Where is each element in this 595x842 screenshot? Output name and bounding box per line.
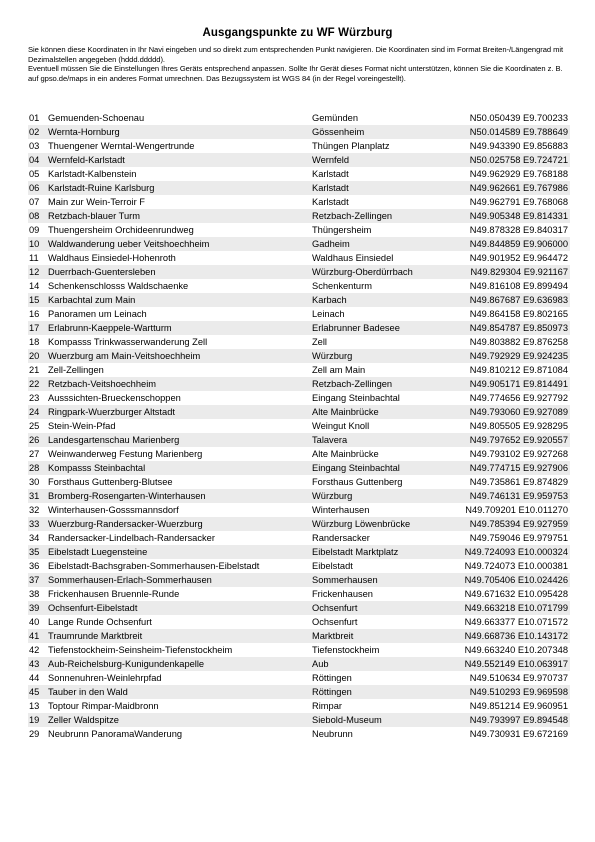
entry-number: 17: [29, 323, 40, 333]
entry-number: 23: [29, 393, 40, 403]
entry-number: 10: [29, 239, 40, 249]
entry-place: Marktbreit: [312, 631, 354, 641]
list-item: [28, 685, 570, 699]
entry-name: Wernfeld-Karlstadt: [48, 155, 125, 165]
entry-coordinates: N49.797652 E9.920557: [469, 435, 568, 445]
entry-coordinates: N49.867687 E9.636983: [469, 295, 568, 305]
entry-coordinates: N49.724093 E10.000324: [464, 547, 568, 557]
entry-name: Duerrbach-Guentersleben: [48, 267, 156, 277]
entry-number: 13: [29, 701, 40, 711]
entry-coordinates: N49.793102 E9.927268: [469, 449, 568, 459]
entry-name: Randersacker-Lindelbach-Randersacker: [48, 533, 215, 543]
entry-place: Alte Mainbrücke: [312, 407, 379, 417]
entry-coordinates: N49.943390 E9.856883: [469, 141, 568, 151]
list-item: [28, 461, 570, 475]
list-item: [28, 559, 570, 573]
entry-name: Erlabrunn-Kaeppele-Wartturm: [48, 323, 172, 333]
entry-place: Zell: [312, 337, 327, 347]
entry-coordinates: N49.878328 E9.840317: [469, 225, 568, 235]
entry-place: Alte Mainbrücke: [312, 449, 379, 459]
entry-coordinates: N50.050439 E9.700233: [469, 113, 568, 123]
entry-coordinates: N49.663377 E10.071572: [464, 617, 568, 627]
entry-name: Weinwanderweg Festung Marienberg: [48, 449, 203, 459]
list-item: [28, 545, 570, 559]
list-item: [28, 181, 570, 195]
entry-place: Eibelstadt: [312, 561, 353, 571]
entry-name: Karlstadt-Kalbenstein: [48, 169, 137, 179]
list-item: [28, 195, 570, 209]
entry-name: Toptour Rimpar-Maidbronn: [48, 701, 159, 711]
entry-number: 30: [29, 477, 40, 487]
list-item: [28, 727, 570, 741]
entry-place: Ochsenfurt: [312, 617, 358, 627]
entry-name: Ochsenfurt-Eibelstadt: [48, 603, 138, 613]
entry-place: Karlstadt: [312, 183, 349, 193]
entry-name: Retzbach-blauer Turm: [48, 211, 140, 221]
entry-coordinates: N49.746131 E9.959753: [469, 491, 568, 501]
entry-number: 11: [29, 253, 39, 263]
entry-place: Retzbach-Zellingen: [312, 379, 393, 389]
entry-place: Weingut Knoll: [312, 421, 370, 431]
entry-place: Eibelstadt Marktplatz: [312, 547, 399, 557]
entry-number: 03: [29, 141, 40, 151]
entry-name: Eibelstadt-Bachsgraben-Sommerhausen-Eibelstadt: [48, 561, 260, 571]
entry-number: 39: [29, 603, 40, 613]
entry-name: Sommerhausen-Erlach-Sommerhausen: [48, 575, 212, 585]
entry-coordinates: N49.510634 E9.970737: [469, 673, 568, 683]
entry-coordinates: N49.962791 E9.768068: [469, 197, 568, 207]
entry-number: 27: [29, 449, 40, 459]
entry-coordinates: N49.864158 E9.802165: [469, 309, 568, 319]
entry-number: 07: [29, 197, 40, 207]
entry-name: Wernta-Hornburg: [48, 127, 120, 137]
entry-coordinates: N49.759046 E9.979751: [469, 533, 568, 543]
entry-place: Gadheim: [312, 239, 350, 249]
entry-place: Würzburg Löwenbrücke: [312, 519, 411, 529]
entry-place: Gössenheim: [312, 127, 365, 137]
list-item: [28, 293, 570, 307]
entry-coordinates: N49.552149 E10.063917: [464, 659, 568, 669]
list-item: [28, 699, 570, 713]
list-item: [28, 531, 570, 545]
list-item: [28, 643, 570, 657]
entry-place: Schenkenturm: [312, 281, 372, 291]
entry-name: Ausssichten-Brueckenschoppen: [48, 393, 181, 403]
entry-coordinates: N49.805505 E9.928295: [469, 421, 568, 431]
list-item: [28, 265, 570, 279]
entry-coordinates: N49.774656 E9.927792: [469, 393, 568, 403]
entry-name: Sonnenuhren-Weinlehrpfad: [48, 673, 162, 683]
entry-place: Thüngersheim: [312, 225, 372, 235]
entry-coordinates: N49.816108 E9.899494: [469, 281, 568, 291]
entry-coordinates: N49.774715 E9.927906: [469, 463, 568, 473]
entry-number: 43: [29, 659, 40, 669]
entry-coordinates: N49.854787 E9.850973: [469, 323, 568, 333]
entry-place: Frickenhausen: [312, 589, 373, 599]
entry-coordinates: N49.803882 E9.876258: [469, 337, 568, 347]
entry-number: 02: [29, 127, 40, 137]
list-item: [28, 615, 570, 629]
entry-number: 12: [29, 267, 40, 277]
entry-coordinates: N49.705406 E10.024426: [464, 575, 568, 585]
entry-number: 32: [29, 505, 40, 515]
entry-name: Traumrunde Marktbreit: [48, 631, 143, 641]
entry-name: Neubrunn PanoramaWanderung: [48, 729, 183, 739]
list-item: [28, 475, 570, 489]
entry-place: Retzbach-Zellingen: [312, 211, 393, 221]
entry-name: Karlstadt-Ruine Karlsburg: [48, 183, 155, 193]
entry-number: 22: [29, 379, 40, 389]
entry-number: 37: [29, 575, 40, 585]
entry-name: Kompasss Trinkwasserwanderung Zell: [48, 337, 208, 347]
entry-name: Schenkenschlosss Waldschaenke: [48, 281, 189, 291]
entry-name: Ringpark-Wuerzburger Altstadt: [48, 407, 175, 417]
list-item: [28, 573, 570, 587]
entry-number: 04: [29, 155, 40, 165]
entry-number: 24: [29, 407, 40, 417]
list-item: [28, 657, 570, 671]
entry-number: 25: [29, 421, 40, 431]
entry-name: Retzbach-Veitshoechheim: [48, 379, 157, 389]
list-item: [28, 125, 570, 139]
entry-coordinates: N49.663240 E10.207348: [464, 645, 568, 655]
entry-coordinates: N49.709201 E10.011270: [465, 505, 568, 515]
entry-coordinates: N49.730931 E9.672169: [469, 729, 568, 739]
entry-coordinates: N49.851214 E9.960951: [469, 701, 568, 711]
entry-number: 44: [29, 673, 40, 683]
entry-place: Siebold-Museum: [312, 715, 382, 725]
list-item: [28, 251, 570, 265]
entry-name: Waldhaus Einsiedel-Hohenroth: [48, 253, 176, 263]
entry-number: 08: [29, 211, 40, 221]
entry-coordinates: N50.014589 E9.788649: [469, 127, 568, 137]
list-item: [28, 433, 570, 447]
entry-number: 16: [29, 309, 40, 319]
entry-number: 31: [29, 491, 40, 501]
list-item: [28, 153, 570, 167]
entry-name: Tauber in den Wald: [48, 687, 128, 697]
entry-name: Tiefenstockheim-Seinsheim-Tiefenstockheim: [48, 645, 233, 655]
entry-name: Eibelstadt Luegensteine: [48, 547, 148, 557]
entry-coordinates: N49.962661 E9.767986: [469, 183, 568, 193]
entry-number: 36: [29, 561, 40, 571]
entry-place: Sommerhausen: [312, 575, 378, 585]
entry-place: Würzburg: [312, 351, 353, 361]
list-item: [28, 307, 570, 321]
entry-number: 33: [29, 519, 40, 529]
entry-place: Randersacker: [312, 533, 370, 543]
list-item: [28, 601, 570, 615]
entry-name: Forsthaus Guttenberg-Blutsee: [48, 477, 173, 487]
list-item: [28, 335, 570, 349]
entry-number: 41: [29, 631, 40, 641]
entry-number: 15: [29, 295, 40, 305]
entry-number: 38: [29, 589, 40, 599]
entry-coordinates: N49.510293 E9.969598: [469, 687, 568, 697]
entry-place: Tiefenstockheim: [312, 645, 380, 655]
list-item: [28, 419, 570, 433]
entry-place: Würzburg: [312, 491, 353, 501]
intro-paragraph-2: Eventuell müssen Sie die Einstellungen Ihres Geräts entsprechend anpassen. Sollte Ihr Gerät dieses Format nicht unterstützen, können Sie die Koordinaten z. B. auf gpso.de/maps in ein anderes Format umrechnen. Das Bezugssystem ist WGS 84 (in der Regel voreingestellt).: [28, 64, 563, 83]
entry-name: Waldwanderung ueber Veitshoechheim: [48, 239, 210, 249]
entry-name: Panoramen um Leinach: [48, 309, 147, 319]
list-item: [28, 111, 570, 125]
page-title: Ausgangspunkte zu WF Würzburg: [202, 27, 393, 39]
entry-name: Winterhausen-Gosssmannsdorf: [48, 505, 179, 515]
list-item: [28, 237, 570, 251]
entry-place: Eingang Steinbachtal: [312, 393, 400, 403]
entry-number: 28: [29, 463, 40, 473]
entry-place: Leinach: [312, 309, 345, 319]
list-item: [28, 321, 570, 335]
entry-place: Forsthaus Guttenberg: [312, 477, 403, 487]
entry-place: Karlstadt: [312, 169, 349, 179]
entry-coordinates: N49.793997 E9.894548: [469, 715, 568, 725]
entry-place: Aub: [312, 659, 329, 669]
list-item: [28, 405, 570, 419]
list-item: [28, 503, 570, 517]
entry-place: Eingang Steinbachtal: [312, 463, 400, 473]
entry-name: Zeller Waldspitze: [48, 715, 119, 725]
entry-coordinates: N49.905348 E9.814331: [469, 211, 568, 221]
entry-name: Main zur Wein-Terroir F: [48, 197, 145, 207]
list-item: [28, 629, 570, 643]
entry-coordinates: N49.663218 E10.071799: [464, 603, 568, 613]
entry-coordinates: N49.810212 E9.871084: [469, 365, 568, 375]
entry-name: Wuerzburg am Main-Veitshoechheim: [48, 351, 201, 361]
entry-place: Ochsenfurt: [312, 603, 358, 613]
entry-place: Waldhaus Einsiedel: [312, 253, 394, 263]
list-item: [28, 363, 570, 377]
entry-number: 26: [29, 435, 40, 445]
entry-coordinates: N49.671632 E10.095428: [464, 589, 568, 599]
entry-coordinates: N49.829304 E9.921167: [470, 267, 568, 277]
list-item: [28, 489, 570, 503]
entry-place: Wernfeld: [312, 155, 350, 165]
entry-name: Bromberg-Rosengarten-Winterhausen: [48, 491, 206, 501]
entry-name: Kompasss Steinbachtal: [48, 463, 146, 473]
entry-place: Karbach: [312, 295, 347, 305]
list-item: [28, 671, 570, 685]
list-item: [28, 349, 570, 363]
entry-coordinates: N49.901952 E9.964472: [469, 253, 568, 263]
entry-name: Landesgartenschau Marienberg: [48, 435, 180, 445]
entry-coordinates: N50.025758 E9.724721: [469, 155, 568, 165]
entry-number: 35: [29, 547, 40, 557]
list-item: [28, 223, 570, 237]
entry-coordinates: N49.724073 E10.000381: [464, 561, 568, 571]
entry-name: Wuerzburg-Randersacker-Wuerzburg: [48, 519, 203, 529]
entry-number: 06: [29, 183, 40, 193]
entry-coordinates: N49.793060 E9.927089: [469, 407, 568, 417]
entry-coordinates: N49.962929 E9.768188: [469, 169, 568, 179]
entry-place: Gemünden: [312, 113, 358, 123]
list-item: [28, 279, 570, 293]
entry-place: Talavera: [312, 435, 348, 445]
list-item: [28, 391, 570, 405]
intro-paragraph-1: Sie können diese Koordinaten in Ihr Navi eingeben und so direkt zum entsprechenden Punkt navigieren. Die Koordinaten sind im Format Breiten-/Längengrad mit Dezimalstellen angegeben (hddd.ddddd).: [28, 45, 564, 64]
entry-name: Thuengener Werntal-Wengertrunde: [48, 141, 195, 151]
entry-place: Röttingen: [312, 673, 352, 683]
entry-number: 09: [29, 225, 40, 235]
list-item: [28, 517, 570, 531]
entry-coordinates: N49.792929 E9.924235: [469, 351, 568, 361]
entry-place: Zell am Main: [312, 365, 366, 375]
entry-name: Frickenhausen Bruennle-Runde: [48, 589, 180, 599]
list-item: [28, 447, 570, 461]
entry-number: 14: [29, 281, 40, 291]
entry-number: 29: [29, 729, 40, 739]
entry-number: 21: [29, 365, 40, 375]
list-item: [28, 377, 570, 391]
starting-points-list: [28, 111, 570, 741]
entry-place: Thüngen Planplatz: [312, 141, 390, 151]
entry-number: 34: [29, 533, 40, 543]
entry-place: Winterhausen: [312, 505, 370, 515]
entry-number: 40: [29, 617, 40, 627]
intro-text: [28, 45, 570, 83]
entry-name: Aub-Reichelsburg-Kunigundenkapelle: [48, 659, 205, 669]
entry-coordinates: N49.785394 E9.927959: [469, 519, 568, 529]
entry-place: Erlabrunner Badesee: [312, 323, 400, 333]
list-item: [28, 167, 570, 181]
entry-place: Karlstadt: [312, 197, 349, 207]
entry-name: Karbachtal zum Main: [48, 295, 136, 305]
entry-place: Rimpar: [312, 701, 342, 711]
entry-name: Thuengersheim Orchideenrundweg: [48, 225, 194, 235]
entry-name: Gemuenden-Schoenau: [48, 113, 145, 123]
entry-coordinates: N49.735861 E9.874829: [469, 477, 568, 487]
entry-name: Zell-Zellingen: [48, 365, 104, 375]
entry-coordinates: N49.844859 E9.906000: [469, 239, 568, 249]
entry-name: Lange Runde Ochsenfurt: [48, 617, 152, 627]
entry-number: 42: [29, 645, 40, 655]
entry-coordinates: N49.905171 E9.814491: [469, 379, 568, 389]
list-item: [28, 713, 570, 727]
entry-coordinates: N49.668736 E10.143172: [464, 631, 568, 641]
list-item: [28, 209, 570, 223]
list-item: [28, 139, 570, 153]
entry-number: 19: [29, 715, 40, 725]
entry-number: 45: [29, 687, 40, 697]
entry-place: Neubrunn: [312, 729, 353, 739]
entry-number: 05: [29, 169, 40, 179]
entry-place: Würzburg-Oberdürrbach: [312, 267, 413, 277]
entry-place: Röttingen: [312, 687, 352, 697]
entry-number: 01: [29, 113, 40, 123]
list-item: [28, 587, 570, 601]
entry-name: Stein-Wein-Pfad: [48, 421, 116, 431]
entry-number: 20: [29, 351, 40, 361]
entry-number: 18: [29, 337, 40, 347]
